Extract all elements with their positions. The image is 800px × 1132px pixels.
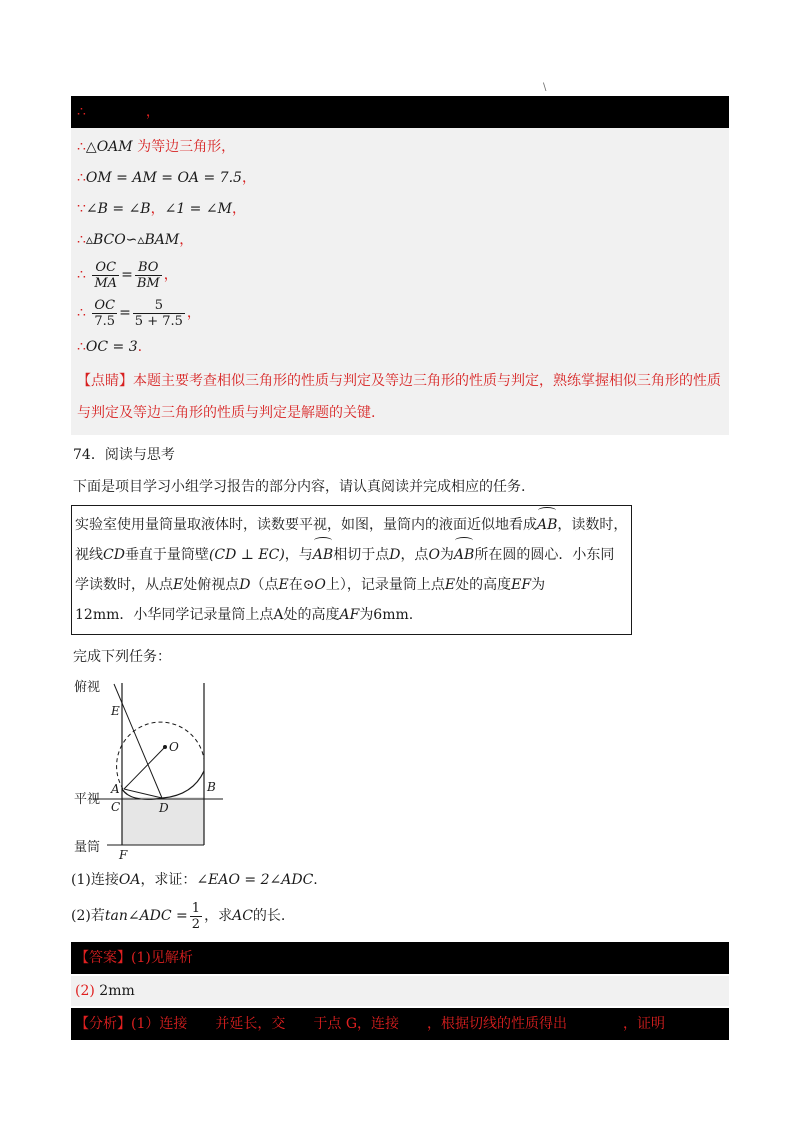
- symbol: ∴: [77, 232, 86, 248]
- text: 上），记录量筒上点: [325, 577, 445, 593]
- point-o: O: [169, 740, 179, 754]
- symbol: ∵: [77, 201, 86, 217]
- reading-box: [71, 505, 632, 635]
- text: ，: [163, 267, 178, 283]
- arc-ab-shape: [122, 771, 204, 799]
- numerator: BO: [135, 260, 162, 276]
- math-expr: ∠1 = ∠M: [164, 201, 232, 217]
- segment-ad: [124, 789, 162, 798]
- arc-ab: AB: [537, 510, 557, 540]
- text: 垂直于量筒壁: [124, 547, 209, 563]
- numerator: 1: [191, 900, 201, 916]
- box-line-4: [75, 600, 627, 630]
- center-o: [163, 745, 167, 749]
- denominator: 2: [191, 916, 201, 932]
- point-b: B: [207, 780, 216, 794]
- point-a: A: [111, 782, 120, 796]
- math: E: [173, 577, 184, 593]
- text: ，: [179, 232, 194, 248]
- math: AC: [232, 908, 253, 924]
- math: E: [278, 577, 289, 593]
- solution-line-3: [77, 194, 723, 225]
- fraction: [135, 260, 162, 291]
- text: 视线: [75, 547, 103, 563]
- box-line-1: [75, 510, 627, 540]
- comma: ，: [145, 104, 160, 120]
- text: ，点: [400, 547, 429, 563]
- equals: =: [119, 305, 131, 321]
- text: 处的高度: [455, 577, 512, 593]
- segment-ao: [124, 747, 165, 789]
- math: O: [428, 547, 440, 563]
- math: D: [389, 547, 401, 563]
- point-c: C: [111, 800, 121, 814]
- analysis-bar: 【分析】(1）连接 并延长，交 于点 G，连接 ，根据切线的性质得出 ，证明: [71, 1008, 729, 1040]
- text: .: [137, 339, 143, 355]
- solution-block: [71, 128, 729, 435]
- problem-intro: 下面是项目学习小组学习报告的部分内容，请认真阅读并完成相应的任务.: [73, 479, 526, 495]
- text: (1)连接: [71, 872, 119, 888]
- denominator: BM: [136, 275, 160, 291]
- dashed-circle: [117, 722, 204, 789]
- math-expr: OC = 3: [85, 339, 138, 355]
- label-mid: 平视: [74, 792, 101, 807]
- math: ∠EAO = 2∠ADC: [196, 872, 314, 888]
- math-expr: ∠B = ∠B: [85, 201, 151, 217]
- symbol: ∴: [77, 139, 86, 155]
- part-number: (2): [75, 983, 95, 999]
- text: (2)若: [71, 908, 105, 924]
- solution-line-6: [77, 294, 723, 332]
- text: ，: [231, 201, 246, 217]
- math: (CD ⊥ EC): [208, 547, 285, 563]
- fraction: [92, 260, 119, 291]
- point-f: F: [119, 848, 128, 862]
- text: 实验室使用量筒量取液体时，读数要平视，如图，量筒内的液面近似地看成: [75, 517, 537, 533]
- fraction: [190, 901, 202, 932]
- key-point-note: 【点睛】本题主要考查相似三角形的性质与判定及等边三角形的性质与判定，熟练掌握相似三角形的性质与判定及等边三角形的性质与判定是解题的关键.: [77, 373, 721, 421]
- point-e: E: [111, 704, 120, 718]
- numerator: OC: [92, 298, 117, 314]
- text: 相切于点: [333, 547, 390, 563]
- numerator: 5: [133, 298, 185, 314]
- text: ，: [150, 201, 165, 217]
- symbol: ∴: [77, 170, 86, 186]
- symbol: ∴: [77, 339, 86, 355]
- text: 的长.: [252, 908, 286, 924]
- solution-line-4: [77, 225, 723, 256]
- denominator: MA: [94, 275, 118, 291]
- text: ，: [186, 305, 201, 321]
- box-line-3: [75, 570, 627, 600]
- math: E: [444, 577, 456, 593]
- math: D: [239, 577, 251, 593]
- text: 为等边三角形，: [132, 139, 236, 155]
- text: ，读数时，: [557, 517, 628, 533]
- denominator: 7.5: [94, 313, 116, 329]
- text: 在: [288, 577, 303, 593]
- math-expr: OM = AM = OA = 7.5: [85, 170, 242, 186]
- therefore-symbol: ∴: [77, 104, 86, 120]
- solution-line-5: [77, 256, 723, 294]
- symbol: ∴: [77, 267, 86, 283]
- answer-part-2: [71, 976, 729, 1006]
- text: 处俯视点: [183, 577, 240, 593]
- text: （点: [250, 577, 279, 593]
- text: 为6mm.: [359, 607, 414, 623]
- page-mark: \: [543, 82, 547, 93]
- math: AF: [339, 607, 360, 623]
- label-bottom: 量筒: [74, 840, 101, 855]
- answer-bar: 【答案】(1)见解析: [71, 942, 729, 974]
- text: 为: [439, 547, 454, 563]
- math: tan∠ADC =: [104, 908, 188, 924]
- numerator: OC: [92, 260, 119, 276]
- page-content: [71, 96, 729, 1040]
- math: OA: [118, 872, 141, 888]
- math-expr: △OAM: [85, 139, 133, 155]
- solution-line-1: [77, 132, 723, 163]
- text: ，求: [204, 908, 233, 924]
- solution-line-7: [77, 332, 723, 363]
- equals: =: [121, 267, 133, 283]
- math: ⊙O: [302, 577, 326, 593]
- question-2: [71, 896, 729, 936]
- math-expr: ▵BCO∽▵BAM: [85, 232, 180, 248]
- problem-number: 74．阅读与思考: [73, 447, 175, 463]
- arc-ab: AB: [313, 540, 333, 570]
- text: 学读数时，从点: [75, 577, 173, 593]
- math: EF: [511, 577, 532, 593]
- text: ，求证：: [140, 872, 197, 888]
- fraction: [92, 298, 117, 329]
- arc-ab: AB: [454, 540, 474, 570]
- tasks-title: 完成下列任务：: [73, 649, 171, 665]
- text: ，: [241, 170, 256, 186]
- text: ，与: [284, 547, 313, 563]
- text: 所在圆的圆心．小东同: [474, 547, 615, 563]
- box-line-2: [75, 540, 627, 570]
- sight-line-ed: [114, 684, 162, 798]
- denominator: 5 + 7.5: [134, 313, 183, 329]
- text: .: [313, 872, 318, 888]
- text: 为: [531, 577, 546, 593]
- figure-svg: [73, 679, 233, 864]
- part-value: 2mm: [99, 983, 135, 999]
- question-1: [71, 864, 729, 896]
- symbol: ∴: [77, 305, 86, 321]
- solution-line-2: [77, 163, 723, 194]
- text: 12mm．小华同学记录量筒上点A处的高度: [75, 607, 340, 623]
- point-d: D: [159, 801, 169, 815]
- label-top: 俯视: [74, 680, 101, 695]
- fraction: [133, 298, 185, 329]
- geometry-figure: [73, 679, 233, 864]
- math: CD: [103, 547, 125, 563]
- solution-header-bar: [71, 96, 729, 128]
